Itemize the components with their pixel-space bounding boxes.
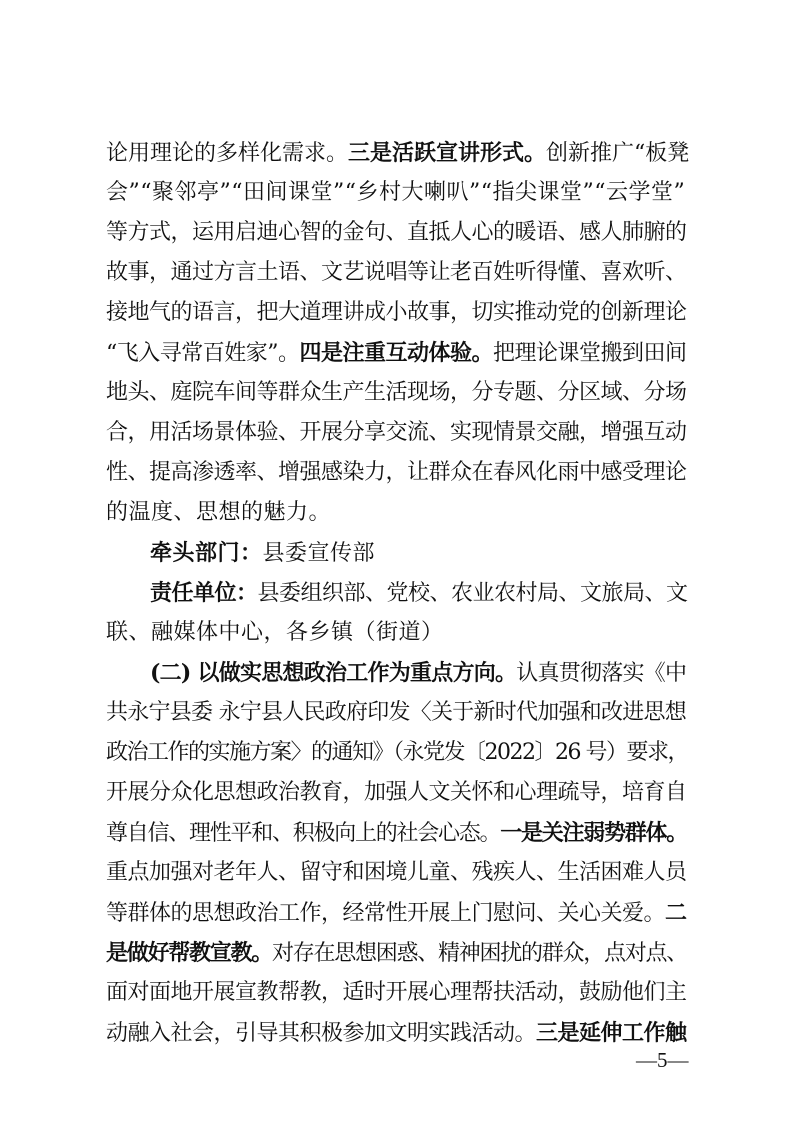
section-heading-line: (二) 以做实思想政治工作为重点方向。认真贯彻落实《中 (150, 660, 687, 686)
paragraph-line: 等方式，运用启迪心智的金句、直抵人心的暖语、感人肺腑的 (106, 220, 687, 245)
lead-department-label: 牵头部门： (150, 540, 263, 566)
paragraph-line: 地头、庭院车间等群众生产生活现场，分专题、分区域、分场 (106, 380, 687, 405)
bold-heading: 三是延伸工作触 (536, 1020, 687, 1046)
bold-heading: 二 (665, 900, 687, 926)
paragraph-line: 面对面地开展宣教帮教，适时开展心理帮扶活动，鼓励他们主 (106, 980, 687, 1005)
paragraph-line: 政治工作的实施方案〉的通知》（永党发〔2022〕26 号）要求， (106, 740, 688, 765)
lead-department (150, 533, 690, 573)
bold-heading: 是做好帮教宣教。 (106, 940, 273, 966)
paragraph-line: 性、提高渗透率、增强感染力，让群众在春风化雨中感受理论 (106, 460, 687, 485)
responsible-units-value: 县委组织部、党校、农业农村局、文旅局、文 (257, 581, 688, 606)
paragraph-line: “飞入寻常百姓家”。四是注重互动体验。把理论课堂搬到田间 (106, 340, 687, 366)
paragraph-line: 接地气的语言，把大道理讲成小故事，切实推动党的创新理论 (106, 300, 687, 325)
paragraph-line: 论用理论的多样化需求。三是活跃宣讲形式。创新推广“板凳 (106, 140, 690, 166)
paragraph-line: 尊自信、理性平和、积极向上的社会心态。一是关注弱势群体。 (106, 820, 688, 846)
paragraph-line: 动融入社会，引导其积极参加文明实践活动。三是延伸工作触 (106, 1020, 687, 1046)
responsible-units (150, 573, 690, 613)
responsible-units-continued: 联、融媒体中心，各乡镇（街道） (106, 620, 444, 645)
paragraph-line: 故事，通过方言土语、文艺说唱等让老百姓听得懂、喜欢听、 (106, 260, 687, 285)
paragraph-line: 开展分众化思想政治教育，加强人文关怀和心理疏导，培育自 (106, 780, 687, 805)
page-number: —5— (636, 1048, 689, 1072)
bold-heading: 四是注重互动体验。 (299, 340, 494, 366)
paragraph-line: 是做好帮教宣教。对存在思想困惑、精神困扰的群众，点对点、 (106, 940, 688, 966)
section-heading: (二) 以做实思想政治工作为重点方向。 (150, 660, 517, 686)
lead-department-value: 县委宣传部 (262, 541, 376, 566)
paragraph-line: 重点加强对老年人、留守和困境儿童、残疾人、生活困难人员 (106, 860, 687, 885)
paragraph-line: 共永宁县委 永宁县人民政府印发〈关于新时代加强和改进思想 (106, 700, 686, 725)
paragraph-line: 等群体的思想政治工作，经常性开展上门慰问、关心关爱。二 (106, 900, 687, 926)
paragraph-line: 会”“聚邻亭”“田间课堂”“乡村大喇叭”“指尖课堂”“云学堂” (106, 180, 686, 205)
bold-heading: 三是活跃宣讲形式。 (348, 140, 547, 166)
bold-heading: 一是关注弱势群体。 (500, 820, 688, 846)
paragraph-line: 的温度、思想的魅力。 (106, 500, 332, 525)
paragraph-line: 合，用活场景体验、开展分享交流、实现情景交融，增强互动 (106, 420, 687, 445)
responsible-units-label: 责任单位： (150, 580, 258, 606)
